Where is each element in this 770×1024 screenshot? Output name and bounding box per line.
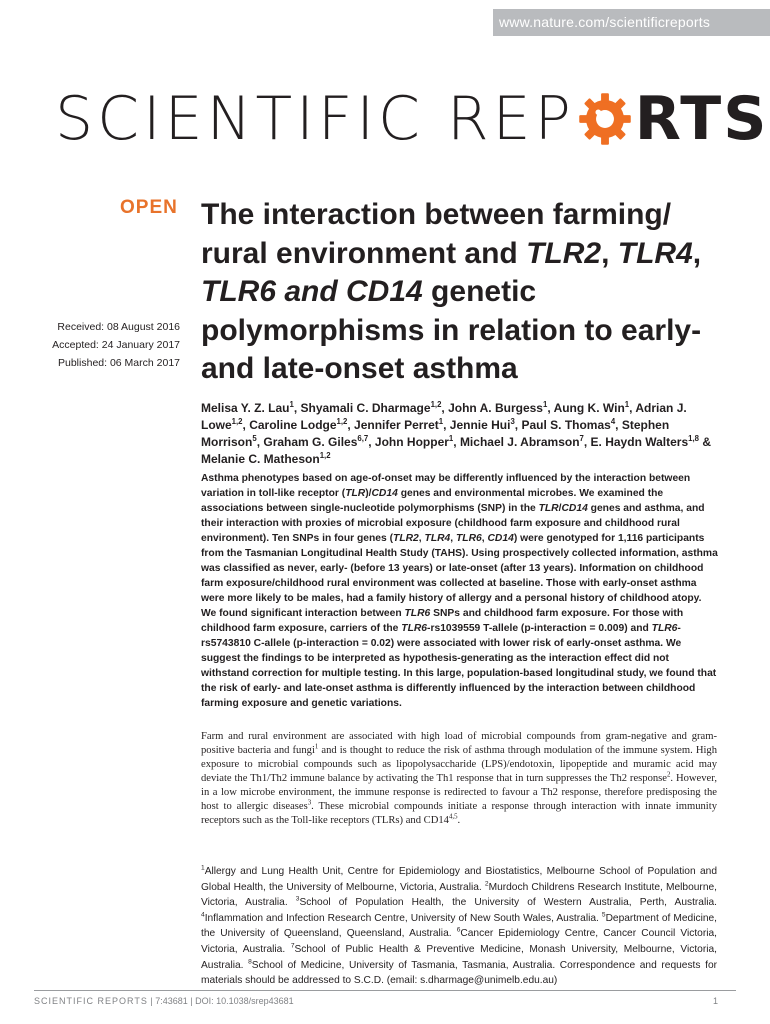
reference-link[interactable]: 4,5 (448, 813, 458, 821)
footer-divider (34, 990, 736, 991)
journal-url-bar[interactable]: www.nature.com/scientificreports (493, 9, 770, 36)
affiliation-number: 2 (484, 880, 489, 888)
author-affiliation-marker: 3 (510, 417, 515, 426)
author-name[interactable]: John Hopper (374, 435, 449, 449)
article-title: The interaction between farming/ rural environment and TLR2, TLR4, TLR6 and CD14 genetic polymorphisms in relation to early- and late-onset asthma (201, 198, 702, 385)
affiliations (201, 864, 717, 989)
author-name[interactable]: Caroline Lodge (249, 418, 337, 432)
author-name[interactable]: John A. Burgess (448, 401, 543, 415)
affiliation-number: 1 (201, 864, 205, 872)
reference-link[interactable]: 3 (307, 799, 312, 807)
affiliation-text: Inflammation and Infection Research Centre, University of New South Wales, Australia. (204, 912, 602, 924)
abstract: Asthma phenotypes based on age-of-onset may be differently influenced by the interaction between variation in toll-like receptor (TLR)/CD14 genes and environmental microbes. We examined the associations between single-nucleotide polymorphisms (SNP) in the TLR/CD14 genes and asthma, and their interaction with proxies of microbial exposure (childhood farm exposure and childhood rural environment). Ten SNPs in four genes (TLR2, TLR4, TLR6, CD14) were genotyped for 1,116 participants from the Tasmanian Longitudinal Health Study (TAHS). Using prospectively collected information, asthma was classified as never, early- (before 13 years) or late-onset (after 13 years). Information on childhood farm exposure/childhood rural environment was collected at baseline. Those with early-onset asthma were more likely to be males, had a family history of allergy and a personal history of childhood atopy. We found significant interaction between TLR6 SNPs and childhood farm exposure. For those with childhood farm exposure, carriers of the TLR6-rs1039559 T-allele (p-interaction = 0.009) and TLR6-rs5743810 C-allele (p-interaction = 0.02) were associated with lower risk of early-onset asthma. We suggest the findings to be interpreted as hypothesis-generating as the interaction effect did not withstand correction for multiple testing. In this large, population-based longitudinal study, we found that the risk of early- and late-onset asthma is differently influenced by the interaction between childhood farming exposure and genetic variations. (201, 473, 718, 709)
affiliation-text: Murdoch Childrens Research Institute, Melbourne, Victoria, Australia. (201, 881, 717, 909)
author-affiliation-marker: 1 (448, 434, 454, 443)
author-affiliation-marker: 1 (542, 400, 548, 409)
author-name[interactable]: E. Haydn Walters (590, 435, 689, 449)
author-name[interactable]: Jennifer Perret (354, 418, 439, 432)
gear-logo-icon (577, 91, 633, 147)
affiliation-number: 3 (295, 895, 300, 903)
author-name[interactable]: Stephen Morrison (201, 418, 670, 449)
reference-link[interactable]: 2 (666, 771, 671, 779)
page-number: 1 (712, 996, 718, 1006)
author-affiliation-marker: 1,2 (336, 417, 348, 426)
affiliation-number: 8 (248, 958, 252, 966)
author-name[interactable]: Adrian J. Lowe (201, 401, 687, 432)
affiliation-text: School of Population Health, the University of Western Australia, Perth, Australia. (299, 897, 717, 909)
accepted-date: Accepted: 24 January 2017 (52, 339, 180, 351)
article-dates (52, 318, 180, 372)
affiliation-number: 5 (601, 911, 606, 919)
affiliation-text: Cancer Epidemiology Centre, Cancer Council Victoria, Victoria, Australia. (201, 928, 717, 955)
author-affiliation-marker: 1,2 (231, 417, 243, 426)
author-affiliation-marker: 1 (289, 400, 294, 409)
author-affiliation-marker: 5 (252, 434, 257, 443)
author-name[interactable]: Paul S. Thomas (521, 418, 611, 432)
introduction-paragraph: Farm and rural environment are associated with high load of microbial compounds from gram-negative and gram-positive bacteria and fungi$^1$ and is thought to reduce the risk of asthma through modulation of the immune system. High exposure to microbial compounds such as lipopolysaccharide (LPS)/endotoxin, lipopeptide and muramic acid may deviate the Th1/Th2 immune balance by activating the Th1 response that in turn suppresses the Th2 response$^2$. However, in a low microbe environment, the immune response is redirected to favour a Th2 response, therefore predisposing the host to allergic diseases$^3$. These microbial compounds initiate a response through interaction with innate immunity receptors such as the Toll-like receptors (TLRs) and CD14$^{4,5}$. (201, 731, 718, 826)
published-date: Published: 06 March 2017 (58, 357, 180, 369)
correspondence-note[interactable]: Correspondence and requests for materials should be addressed to S.C.D. (email: s.dharmage@unimelb.edu.au) (201, 959, 718, 987)
journal-masthead (55, 86, 768, 152)
affiliation-number: 4 (201, 911, 205, 919)
footer-citation (34, 996, 294, 1006)
author-name[interactable]: Shyamali C. Dharmage (300, 401, 431, 415)
received-date: Received: 08 August 2016 (57, 321, 180, 333)
masthead-text-left: SCIENTIFIC REP (55, 84, 575, 154)
affiliation-number: 7 (290, 942, 295, 950)
author-affiliation-marker: 1,8 (688, 434, 699, 443)
affiliation-text: Department of Medicine, the University of Queensland, Queensland, Australia. (201, 912, 717, 940)
author-affiliation-marker: 1,2 (430, 400, 442, 409)
affiliation-text: Allergy and Lung Health Unit, Centre for Epidemiology and Biostatistics, Melbourne School of Population and Global Health, the University of Melbourne, Victoria, Australia. (201, 866, 717, 893)
author-affiliation-marker: 4 (610, 417, 616, 426)
author-affiliation-marker: 1,2 (319, 451, 331, 460)
author-name[interactable]: Jennie Hui (449, 418, 511, 432)
affiliation-text: School of Medicine, University of Tasmania, Tasmania, Australia. (251, 959, 560, 971)
author-affiliation-marker: 7 (579, 434, 584, 443)
author-name[interactable]: Michael J. Abramson (459, 435, 580, 449)
author-affiliation-marker: 1 (438, 417, 444, 426)
author-name[interactable]: Graham G. Giles (263, 435, 358, 449)
author-name[interactable]: Melanie C. Matheson (201, 452, 320, 466)
footer-doi[interactable]: | 7:43681 | DOI: 10.1038/srep43681 (147, 996, 294, 1006)
affiliation-number: 6 (456, 926, 461, 934)
author-list: Melisa Y. Z. Lau$^1$, Shyamali C. Dharmage$^{1,2}$, John A. Burgess$^1$, Aung K. Win$^1$, Adrian J. Lowe$^{1,2}$, Caroline Lodge$^{1,2}$, Jennifer Perret$^1$, Jennie Hui$^3$, Paul S. Thomas$^4$, Stephen Morrison$^5$, Graham G. Giles$^{6,7}$, John Hopper$^1$, Michael J. Abramson$^7$, E. Haydn Walters$^{1,8}$ & Melanie C. Matheson$^{1,2}$ (201, 400, 711, 466)
reference-link[interactable]: 1 (314, 743, 319, 751)
author-name[interactable]: Melisa Y. Z. Lau (201, 401, 290, 415)
author-affiliation-marker: 1 (624, 400, 630, 409)
open-access-label: OPEN (120, 197, 178, 218)
author-name[interactable]: Aung K. Win (553, 401, 625, 415)
affiliation-text: School of Public Health & Preventive Medicine, Monash University, Melbourne, Victoria, Australia. (201, 943, 717, 971)
masthead-text-right: RTS (634, 84, 769, 154)
footer-journal: SCIENTIFIC REPORTS (34, 996, 148, 1006)
author-affiliation-marker: 6,7 (357, 434, 369, 443)
